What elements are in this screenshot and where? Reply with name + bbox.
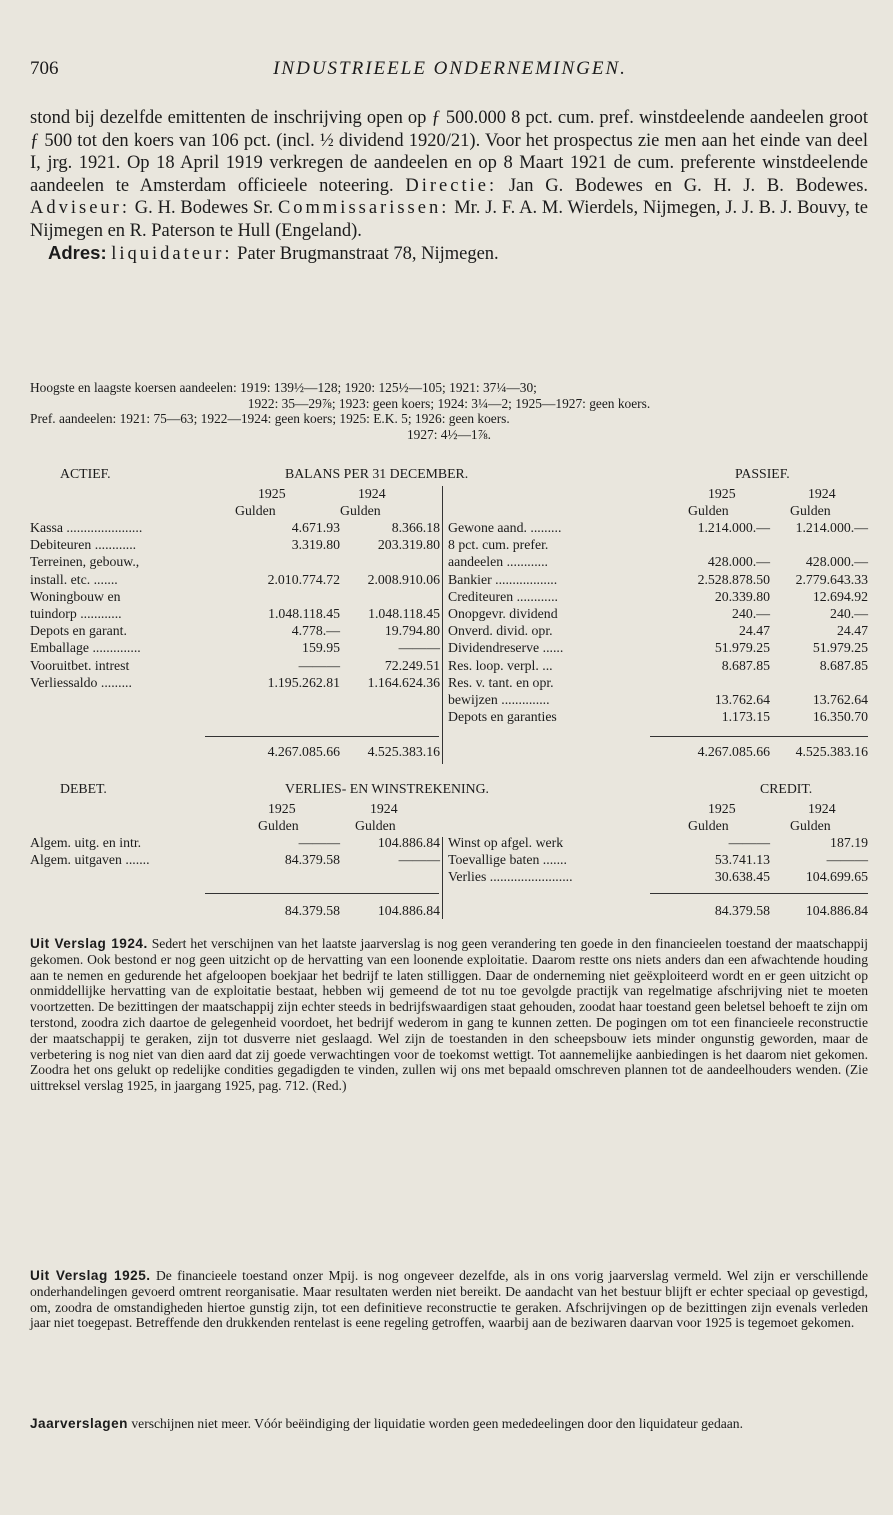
ledger-row [30,554,868,570]
total-rule [650,893,868,894]
ledger-value-1925: 8.687.85 [721,657,770,673]
ledger-value-1924: 19.794.80 [384,623,440,639]
ledger-value-1924: 104.886.84 [377,835,440,850]
year-header: 1924 [370,801,398,816]
ledger-value-1925: 20.339.80 [714,588,770,604]
ledger-label: Debiteuren ............ [30,537,137,553]
unit-header: Gulden [235,503,276,518]
ledger-row [30,640,868,656]
total-value: 4.267.085.66 [697,744,770,759]
balance-sheet [30,466,868,766]
year-header: 1925 [258,486,286,501]
commissarissen-label: Commissarissen: [277,198,450,218]
year-header: 1924 [808,801,836,816]
ledger-label: Toevallige baten ....... [448,852,567,868]
ledger-value-1925: ——— [298,835,340,850]
ledger-label: 8 pct. cum. prefer. [448,537,549,553]
ledger-row [30,537,868,553]
ledger-label: Winst op afgel. werk [448,835,564,850]
verslag-1924 [30,936,868,1094]
ledger-label: Onopgevr. dividend [448,606,558,621]
ledger-value-1924: 1.164.624.36 [367,674,440,690]
ledger-value-1924: 8.687.85 [819,657,868,673]
ledger-label: Vooruitbet. intrest [30,657,130,673]
total-value: 4.267.085.66 [267,744,340,759]
totals-row [30,903,868,919]
jaarverslagen-note [30,1416,868,1432]
liquidateur-label: liquidateur: [111,244,233,264]
verslag-1925-text: De financieele toestand onzer Mpij. is nog ongeveer dezelfde, als in ons vorig jaarverslag vermeld. Wel zijn er verschillende onderhandelingen gevoerd omtrent reorganisatie. Maar resultaten werden niet bereikt. De aandacht van het bestuur blijft er echter speciaal op gevestigd, om, zoodra de omstandigheden hiertoe gunstig zijn, tot een definitieve reconstructie te geraken. Afschrijvingen op de bezittingen zijn evenals verleden jaar niet toegepast. Betreffende den drukkenden rentelast is eene regeling getroffen, waarbij aan de beziwaren daarvan voor 1925 is tegemoet gekomen. [30,1268,868,1331]
ledger-label: Onverd. divid. opr. [448,623,553,639]
ledger-value-1924: 2.779.643.33 [795,571,868,587]
ledger-label: tuindorp ............ [30,606,122,621]
profit-loss-title: VERLIES- EN WINSTREKENING. [285,781,489,796]
ledger-value-1924: 13.762.64 [812,692,868,707]
total-value: 84.379.58 [714,903,770,918]
ledger-row [30,572,868,588]
ledger-value-1924: 1.048.118.45 [368,606,440,621]
ledger-value-1924: 104.699.65 [805,869,868,885]
ledger-row [30,623,868,639]
ledger-value-1925: 1.214.000.— [697,520,770,535]
verslag-1924-text: Sedert het verschijnen van het laatste jaarverslag is nog geen verandering ten goede in den financieelen toestand der maatschappij gekomen. Ook bestond er nog geen uitzicht op de hervatting van een loonende exploitatie. Daarom restte ons niets anders dan een afwachtende houding aan te nemen en gedurende het afgeloopen boekjaar het bedrijf te laten stilliggen. Daar de onderneming niet geëxploiteerd wordt en er geen uitzicht op onmiddellijke hervatting van de exploitatie bestaat, hebben wij gemeend de tot nu toe gevolgde practijk van regelmatige afschrijving niet te moeten voortzetten. De bezittingen der maatschappij zijn echter steeds in bedrijfswaardigen staat gehouden, zoodat haar toestand geen beletsel behoeft te zijn om terstond, zoodra zich daartoe de gelegenheid voordoet, het bedrijf wederom in gang te kunnen zetten. De pogingen om tot een financieele reconstructie der maatschappij te geraken, zijn tot dusverre niet geslaagd. Wel zijn de toestanden in den scheepsbouw iets minder ongunstig geworden, maar de verbetering is nog niet van dien aard dat zij goede verwachtingen voor de toekomst wettigt. Tot aannemelijke aanbiedingen is het daarom niet gekomen. Zoodra het ons gelukt op redelijke condities gegadigden te vinden, zullen wij ons met bepaald omschreven plannen tot de aandeelhouders wenden. (Zie uittreksel verslag 1925, in jaargang 1925, pag. 712. (Red.) [30,936,869,1094]
ledger-value-1924: 12.694.92 [812,588,868,604]
ledger-label: Bankier .................. [448,571,558,587]
totals-row [30,744,868,760]
ledger-row [30,709,868,725]
ledger-label: Woningbouw en [30,588,121,604]
credit-caption: CREDIT. [760,781,813,796]
total-value: 84.379.58 [284,903,340,918]
ledger-label: Depots en garanties [448,709,557,725]
ledger-row [30,692,868,708]
ledger-label: Crediteuren ............ [448,588,558,604]
koersen-block [30,380,868,442]
page-number: 706 [30,58,59,79]
ledger-label: Depots en garant. [30,623,127,639]
ledger-value-1924: 16.350.70 [812,709,868,725]
ledger-value-1924: 8.366.18 [391,520,440,535]
adres-label: Adres: [48,242,107,263]
total-rule [650,736,868,737]
ledger-value-1925: 30.638.45 [714,869,770,885]
passief-caption: PASSIEF. [735,466,790,481]
ledger-value-1925: 13.762.64 [714,692,770,707]
ledger-value-1925: 4.671.93 [291,520,340,535]
unit-header-row [30,503,868,519]
ledger-label: Verliessaldo ......... [30,674,132,690]
ledger-row [30,520,868,536]
unit-header-row [30,818,868,834]
ledger-label: aandeelen ............ [448,554,548,570]
ledger-label: bewijzen .............. [448,692,550,707]
ledger-value-1925: ——— [298,657,340,673]
ledger-label: Gewone aand. ......... [448,520,562,535]
total-value: 104.886.84 [805,903,868,918]
ledger-label: Algem. uitg. en intr. [30,835,142,850]
ledger-label: Verlies ........................ [448,869,573,885]
unit-header: Gulden [355,818,396,833]
ledger-value-1925: 24.47 [738,623,770,639]
intro-paragraph [30,107,868,266]
ledger-row [30,852,868,868]
ledger-value-1925: 84.379.58 [284,852,340,868]
ledger-value-1925: 53.741.13 [714,852,770,868]
unit-header: Gulden [790,503,831,518]
year-header: 1925 [268,801,296,816]
year-header: 1924 [808,486,836,501]
column-divider [442,486,443,764]
ledger-value-1925: 428.000.— [707,554,770,570]
ledger-value-1925: 3.319.80 [291,537,340,553]
directie-names: Jan G. Bodewes en G. H. J. B. Bodewes. [508,175,869,196]
total-value: 4.525.383.16 [795,744,868,759]
ledger-label: Kassa ...................... [30,520,143,535]
ledger-value-1924: ——— [398,640,440,656]
ledger-value-1925: 51.979.25 [714,640,770,656]
ledger-value-1925: 1.048.118.45 [268,606,340,621]
koersen-line: Pref. aandeelen: 1921: 75—63; 1922—1924: geen koers; 1925: E.K. 5; 1926: geen koers. [30,411,510,426]
unit-header: Gulden [688,503,729,518]
ledger-label: Algem. uitgaven ....... [30,852,150,868]
ledger-row [30,606,868,622]
page-header [30,58,870,82]
ledger-row [30,835,868,851]
adviseur-name: G. H. Bodewes Sr. [134,198,274,218]
koersen-line: 1927: 4½—1⅞. [406,426,492,442]
total-rule [205,893,439,894]
ledger-value-1924: 187.19 [830,835,868,850]
ledger-value-1924: 24.47 [836,623,868,639]
adres-text: Pater Brugmanstraat 78, Nijmegen. [237,244,499,264]
adviseur-label: Adviseur: [30,198,130,218]
balance-title: BALANS PER 31 DECEMBER. [285,466,469,481]
year-header: 1924 [358,486,386,501]
year-header-row [30,801,868,817]
unit-header: Gulden [258,818,299,833]
ledger-value-1925: 1.195.262.81 [267,674,340,690]
ledger-value-1924: 2.008.910.06 [367,571,440,587]
ledger-value-1924: 428.000.— [805,554,868,570]
ledger-value-1924: 72.249.51 [384,657,440,673]
year-header: 1925 [708,801,736,816]
verslag-1924-heading: Uit Verslag 1924. [30,936,148,951]
ledger-value-1924: ——— [826,852,868,868]
ledger-label: Res. v. tant. en opr. [448,674,554,690]
running-title: INDUSTRIEELE ONDERNEMINGEN. [273,58,627,79]
year-header-row [30,486,868,502]
ledger-row [30,589,868,605]
ledger-value-1924: ——— [398,852,440,868]
unit-header: Gulden [790,818,831,833]
total-value: 104.886.84 [377,903,440,918]
ledger-value-1925: 2.528.878.50 [697,571,770,587]
debet-caption: DEBET. [60,781,107,796]
year-header: 1925 [708,486,736,501]
ledger-value-1925: 4.778.— [291,623,340,639]
actief-caption: ACTIEF. [60,466,111,481]
ledger-value-1925: 2.010.774.72 [267,571,340,587]
ledger-value-1924: 203.319.80 [377,537,440,553]
ledger-row [30,675,868,691]
ledger-label: Dividendreserve ...... [448,640,564,656]
koersen-line: Hoogste en laagste koersen aandeelen: 1919: 139½—128; 1920: 125½—105; 1921: 37¼—30; [30,380,537,395]
ledger-value-1924: 1.214.000.— [795,520,868,535]
ledger-row [30,869,868,885]
jaarverslagen-text: verschijnen niet meer. Vóór beëindiging der liquidatie worden geen mededeelingen door den liquidateur gedaan. [131,1416,743,1431]
koersen-line: 1922: 35—29⅞; 1923: geen koers; 1924: 3¼—2; 1925—1927: geen koers. [247,395,651,411]
verslag-1925-heading: Uit Verslag 1925. [30,1268,151,1283]
ledger-value-1925: ——— [728,835,770,850]
total-rule [205,736,439,737]
unit-header: Gulden [340,503,381,518]
unit-header: Gulden [688,818,729,833]
intro-text: stond bij dezelfde emittenten de inschrijving open op ƒ 500.000 8 pct. cum. pref. winstdeelende aandeelen groot ƒ 500 tot den koers van 106 pct. (incl. ½ dividend 1920/21). Voor het prospectus zie men aan het einde van deel I, jrg. 1921. Op 18 April 1919 verkregen de aandeelen en op 8 Maart 1921 de cum. preferente winstdeelende aandeelen te Amsterdam officieele noteering. [30,108,868,196]
ledger-value-1924: 240.— [830,606,868,621]
ledger-row [30,658,868,674]
verslag-1925 [30,1268,868,1331]
ledger-label: Emballage .............. [30,640,141,656]
ledger-value-1925: 1.173.15 [721,709,770,725]
ledger-value-1925: 159.95 [302,640,340,656]
ledger-label: Terreinen, gebouw., [30,554,140,570]
jaarverslagen-heading: Jaarverslagen [30,1416,128,1431]
ledger-label: Res. loop. verpl. ... [448,657,553,673]
commissarissen-names: Mr. J. F. A. M. Wierdels, Nijmegen, J. J. B. J. Bouvy, te Nijmegen en R. Paterson te Hull (Engeland). [30,198,869,241]
total-value: 4.525.383.16 [367,744,440,759]
ledger-label: install. etc. ....... [30,571,118,587]
directie-label: Directie: [405,175,498,196]
ledger-value-1925: 240.— [732,606,770,621]
ledger-value-1924: 51.979.25 [812,640,868,656]
profit-loss-account [30,781,868,921]
